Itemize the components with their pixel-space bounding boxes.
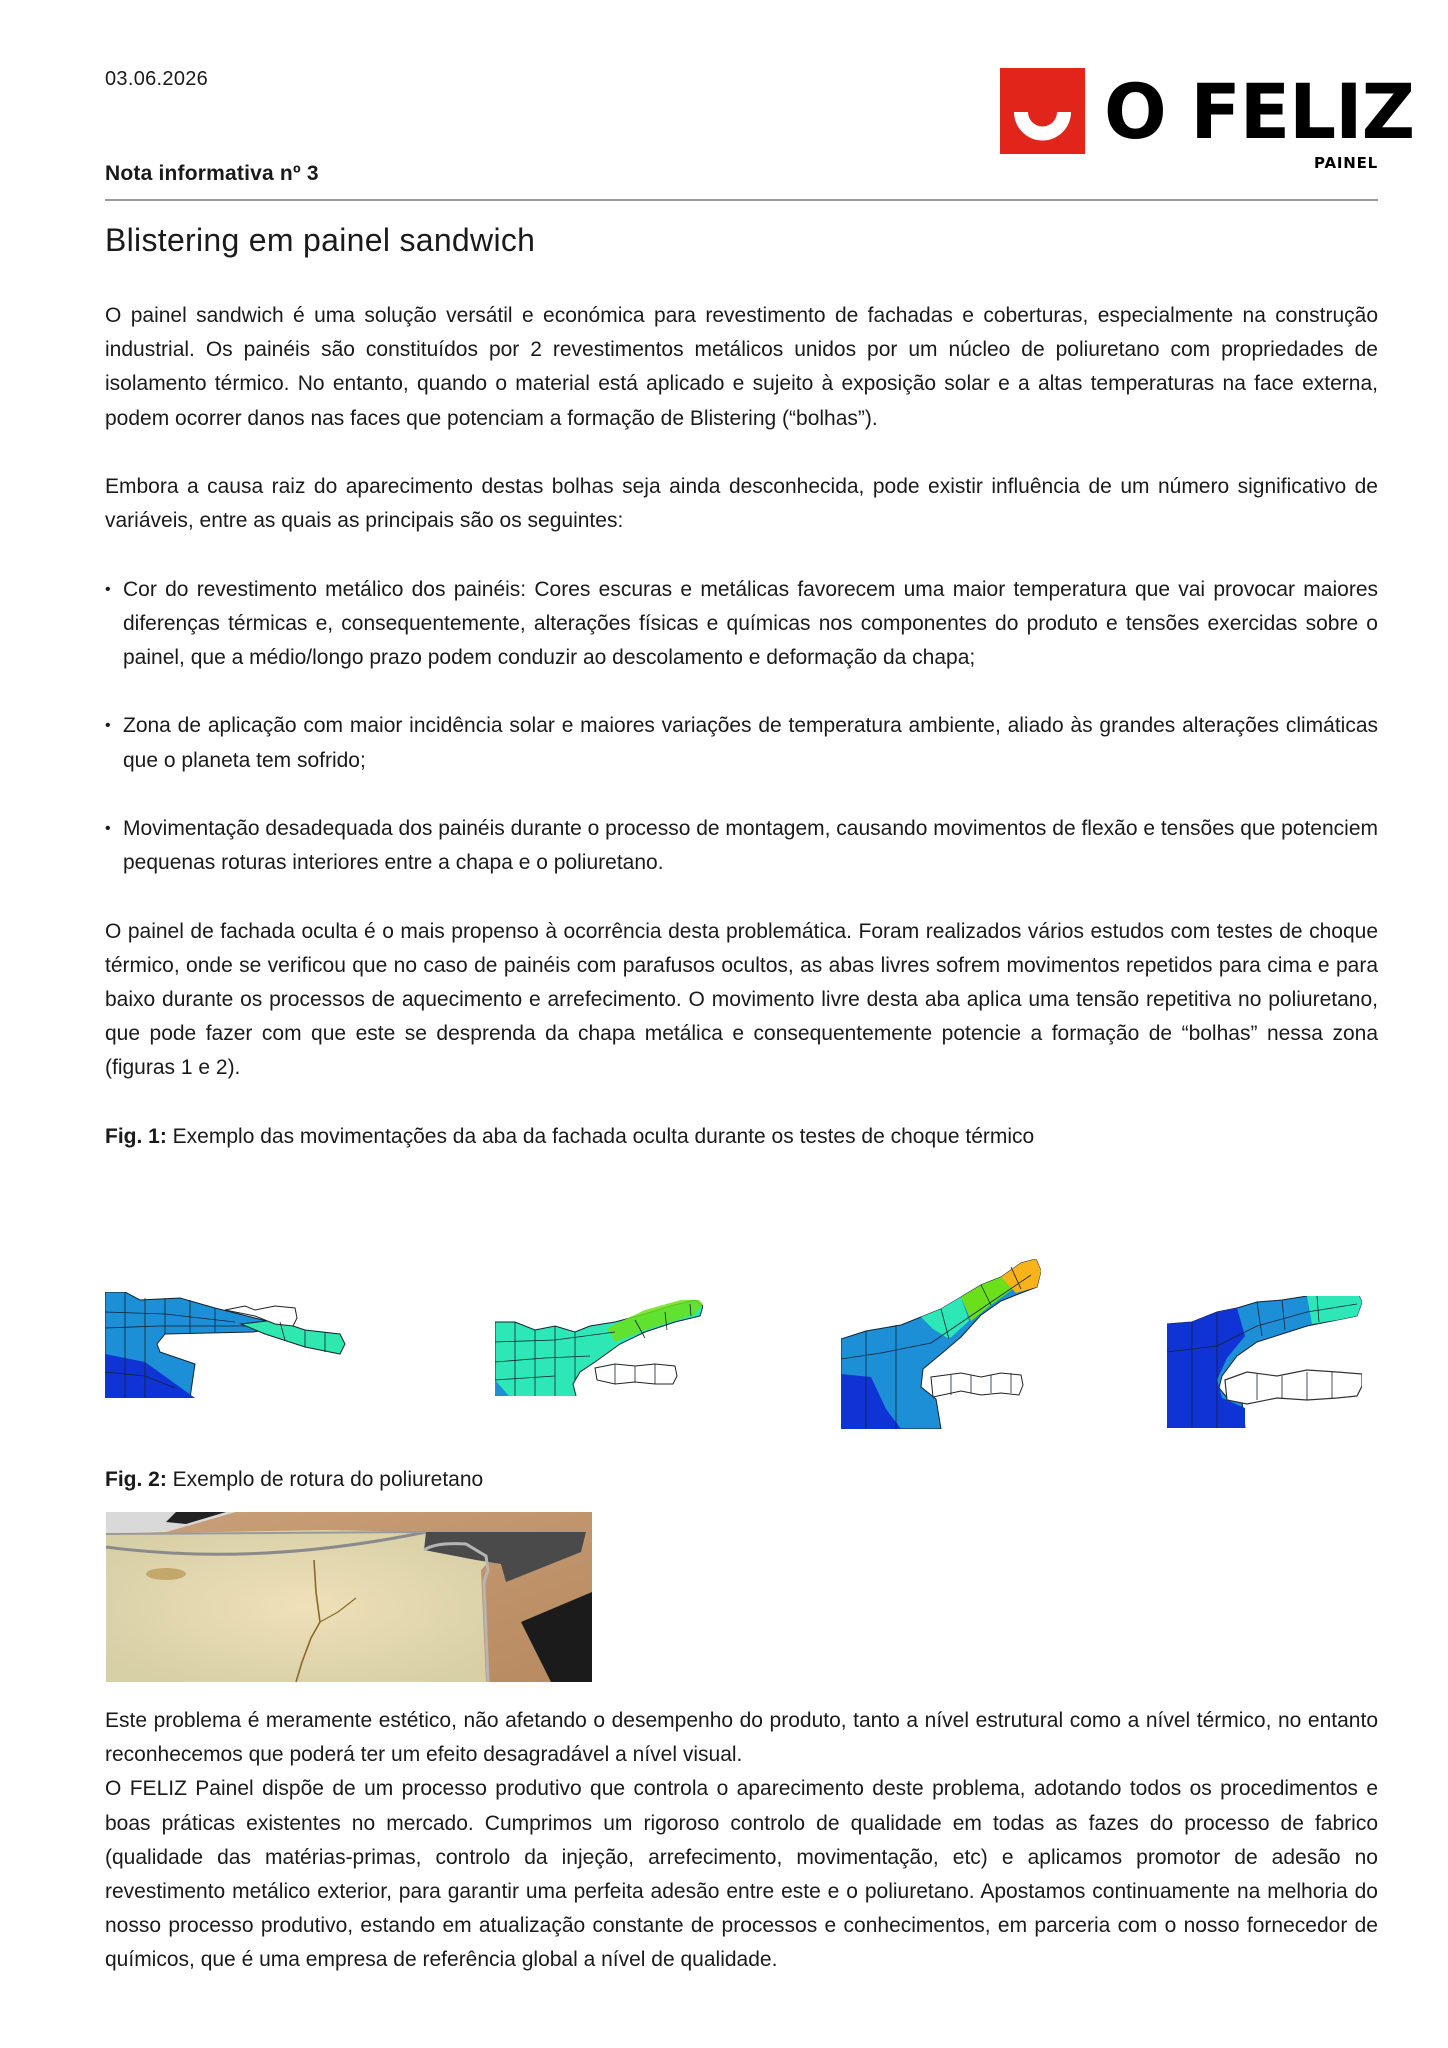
crack-photo-illustration bbox=[106, 1512, 592, 1682]
smile-icon bbox=[1000, 68, 1085, 154]
polyurethane-crack-photo bbox=[106, 1512, 592, 1682]
figure-2-caption bbox=[105, 1463, 1378, 1497]
fem-flap-frame-1 bbox=[105, 1292, 347, 1398]
list-item-text: • Movimentação desadequada dos painéis durante o processo de montagem, causando movimentos de flexão e tensões que potenciem pequenas roturas interiores entre a chapa e o poliuretano. bbox=[123, 816, 1378, 875]
figure-1-frames bbox=[105, 1256, 1378, 1431]
figure-1-label: Fig. 1: bbox=[105, 1124, 167, 1148]
figure-2-label: Fig. 2: bbox=[105, 1468, 167, 1491]
paragraph-aesthetic: Este problema é meramente estético, não afetando o desempenho do produto, tanto a nível estrutural como a nível térmico, no entanto reconhecemos que poderá ter um efeito desagradável a nível visual. bbox=[105, 1709, 1378, 1767]
list-item bbox=[105, 709, 1378, 777]
figure-2-caption-block bbox=[105, 1463, 1378, 1497]
logo-subtitle: PAINEL bbox=[1314, 154, 1378, 172]
figure-1-caption-text: Exemplo das movimentações da aba da fachada oculta durante os testes de choque térmico bbox=[166, 1124, 1035, 1148]
document-date: 03.06.2026 bbox=[105, 68, 209, 90]
paragraph-causes: Embora a causa raiz do aparecimento destas bolhas seja ainda desconhecida, pode existir influência de um número significativo de variáveis, entre as quais as principais são os seguintes: bbox=[105, 475, 1378, 533]
paragraph-intro: O painel sandwich é uma solução versátil e económica para revestimento de fachadas e coberturas, especialmente na construção industrial. Os painéis são constituídos por 2 revestimentos metálicos unidos por um núcleo de poliuretano com propriedades de isolamento térmico. No entanto, quando o material está aplicado e sujeito à exposição solar e a altas temperaturas na face externa, podem ocorrer danos nas faces que potenciam a formação de Blistering (“bolhas”). bbox=[105, 304, 1378, 430]
fem-flap-frame-2 bbox=[495, 1300, 703, 1396]
body-section-bottom bbox=[105, 1704, 1378, 1978]
fem-flap-frame-4 bbox=[1167, 1296, 1362, 1428]
paragraph-hidden-facade: O painel de fachada oculta é o mais propenso à ocorrência desta problemática. Foram realizados vários estudos com testes de choque térmico, onde se verificou que no caso de painéis com parafusos ocultos, as abas livres sofrem movimentos repetidos para cima e para baixo durante os processos de aquecimento e arrefecimento. O movimento livre desta aba aplica uma tensão repetitiva no poliuretano, que pode fazer com que este se desprenda da chapa metálica e consequentemente potencie a formação de “bolhas” nessa zona (figuras 1 e 2). bbox=[105, 919, 1378, 1080]
fem-flap-frame-3 bbox=[841, 1259, 1041, 1429]
figure-1-caption bbox=[105, 1120, 1378, 1154]
logo-wordmark: O FELIZ bbox=[1104, 67, 1415, 156]
figure-2-caption-text: Exemplo de rotura do poliuretano bbox=[166, 1468, 484, 1491]
list-item bbox=[105, 812, 1378, 880]
paragraph-process: O FELIZ Painel dispõe de um processo produtivo que controla o aparecimento deste problema, adotando todos os procedimentos e boas práticas existentes no mercado. Cumprimos um rigoroso controlo de qualidade em todas as fazes do processo de fabrico (qualidade das matérias-primas, controlo da injeção, arrefecimento, movimentação, etc) e aplicamos promotor de adesão no revestimento metálico exterior, para garantir uma perfeita adesão entre este e o poliuretano. Apostamos continuamente na melhoria do nosso processo produtivo, estando em atualização constante de processos e conhecimentos, em parceria com o nosso fornecedor de químicos, que é uma empresa de referência global a nível de qualidade. bbox=[105, 1777, 1378, 1972]
page-title: Blistering em painel sandwich bbox=[105, 222, 536, 258]
logo-mark bbox=[1000, 68, 1085, 154]
list-item-text: • Cor do revestimento metálico dos painéis: Cores escuras e metálicas favorecem uma maior temperatura que vai provocar maiores diferenças térmicas e, consequentemente, alterações físicas e químicas nos componentes do produto e tensões exercidas sobre o painel, que a médio/longo prazo podem conduzir ao descolamento e deformação da chapa; bbox=[123, 577, 1378, 669]
header-divider bbox=[105, 199, 1378, 201]
body-section-top bbox=[105, 299, 1378, 1154]
note-label: Nota informativa nº 3 bbox=[105, 162, 319, 185]
list-item bbox=[105, 573, 1378, 676]
list-item-text: • Zona de aplicação com maior incidência solar e maiores variações de temperatura ambiente, aliado às grandes alterações climáticas que o planeta tem sofrido; bbox=[123, 714, 1378, 772]
